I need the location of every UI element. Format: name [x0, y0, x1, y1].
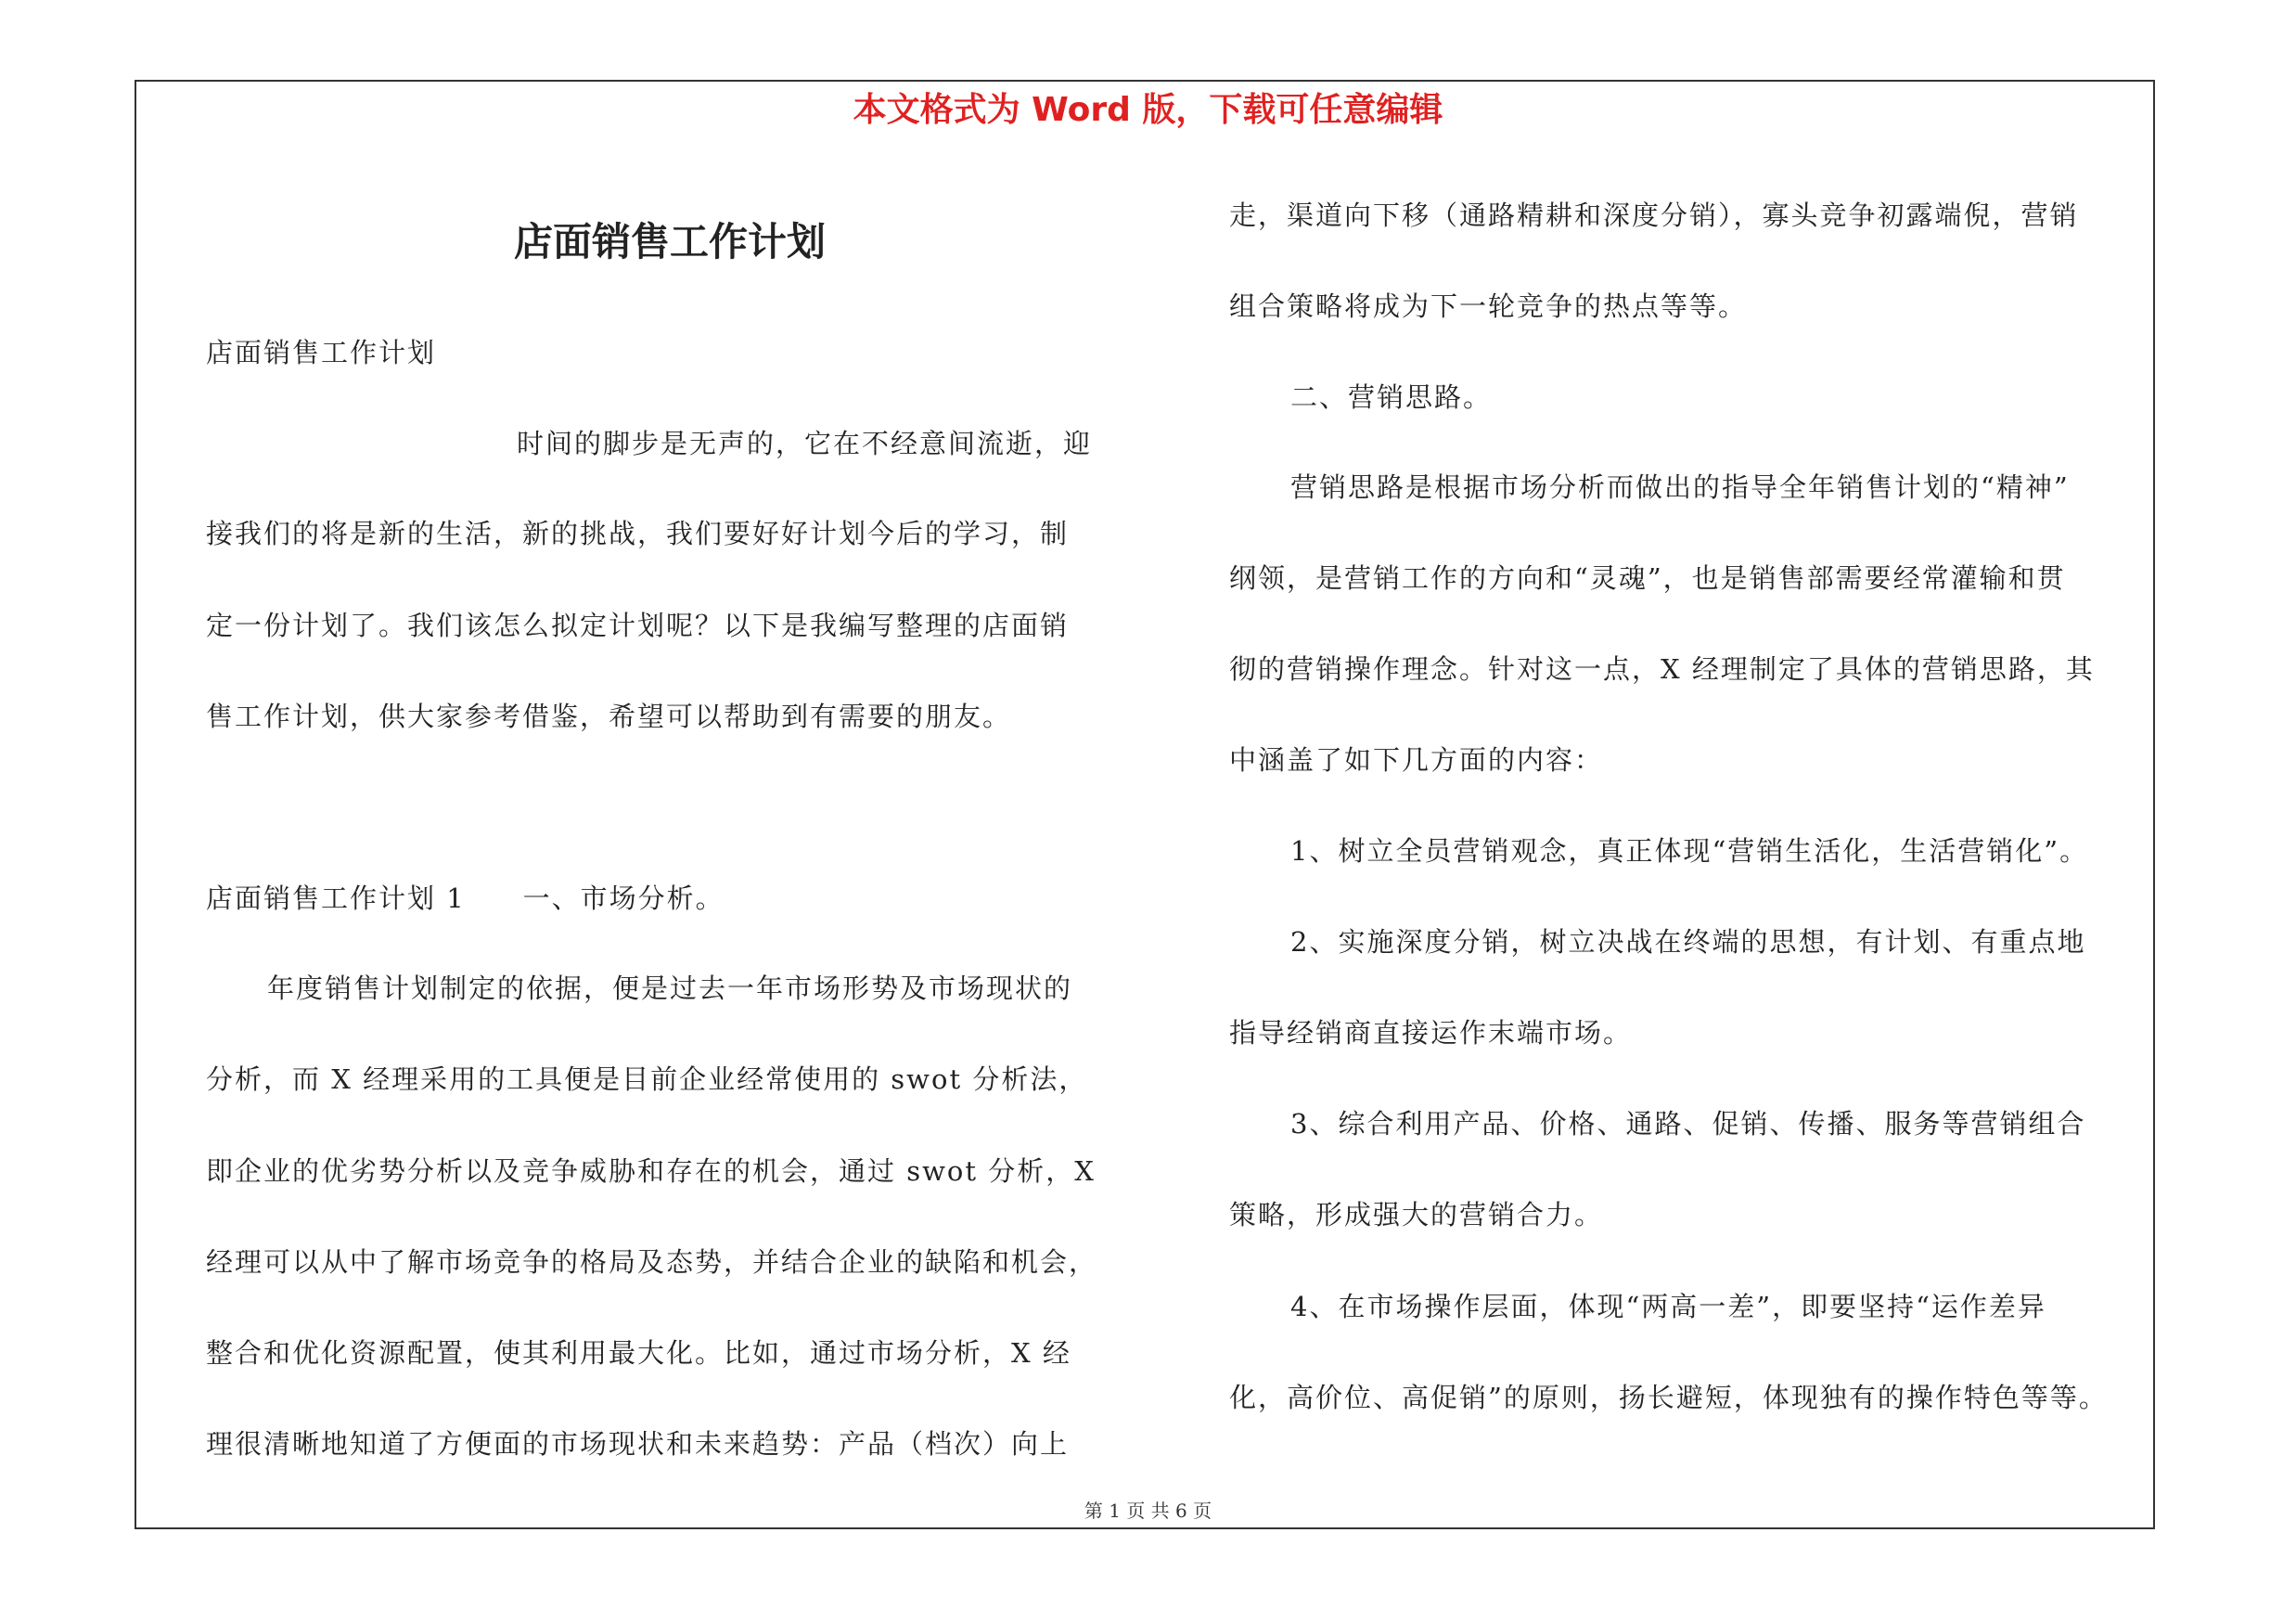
body-line: 营销思路是根据市场分析而做出的指导全年销售计划的“精神” — [1290, 471, 2070, 503]
subtitle-line: 店面销售工作计划 — [206, 337, 437, 368]
list-item: 4、在市场操作层面，体现“两高一差”，即要坚持“运作差异 — [1290, 1291, 2046, 1322]
banner-notice: 本文格式为 Word 版，下载可任意编辑 — [853, 91, 1443, 129]
body-line: 走，渠道向下移（通路精耕和深度分销），寡头竞争初露端倪，营销 — [1229, 200, 2079, 231]
body-line: 整合和优化资源配置，使其利用最大化。比如，通过市场分析，X 经 — [206, 1337, 1071, 1369]
document-title: 店面销售工作计划 — [513, 219, 826, 264]
body-line: 售工作计划，供大家参考借鉴，希望可以帮助到有需要的朋友。 — [206, 701, 1012, 732]
body-line: 指导经销商直接运作末端市场。 — [1229, 1017, 1633, 1049]
body-line: 化，高价位、高促销”的原则，扬长避短，体现独有的操作特色等等。 — [1229, 1382, 2108, 1413]
page-number: 第 1 页 共 6 页 — [1084, 1500, 1212, 1522]
body-line: 组合策略将成为下一轮竞争的热点等等。 — [1229, 290, 1748, 322]
body-line: 接我们的将是新的生活，新的挑战，我们要好好计划今后的学习，制 — [206, 518, 1070, 549]
body-line: 中涵盖了如下几方面的内容： — [1229, 744, 1604, 776]
body-line: 纲领，是营销工作的方向和“灵魂”，也是销售部需要经常灌输和贯 — [1229, 562, 2066, 594]
body-line: 彻的营销操作理念。针对这一点，X 经理制定了具体的营销思路，其 — [1229, 653, 2095, 685]
body-line: 年度销售计划制定的依据，便是过去一年市场形势及市场现状的 — [267, 973, 1073, 1004]
list-item: 3、综合利用产品、价格、通路、促销、传播、服务等营销组合 — [1290, 1108, 2086, 1140]
list-item: 2、实施深度分销，树立决战在终端的思想，有计划、有重点地 — [1290, 926, 2086, 958]
body-line: 理很清晰地知道了方便面的市场现状和未来趋势：产品（档次）向上 — [206, 1428, 1070, 1460]
body-line: 时间的脚步是无声的，它在不经意间流逝，迎 — [517, 428, 1093, 459]
list-item: 1、树立全员营销观念，真正体现“营销生活化，生活营销化”。 — [1290, 835, 2089, 867]
body-line: 经理可以从中了解市场竞争的格局及态势，并结合企业的缺陷和机会， — [206, 1246, 1098, 1278]
section-heading: 店面销售工作计划 1 一、市场分析。 — [206, 882, 725, 914]
body-line: 定一份计划了。我们该怎么拟定计划呢？以下是我编写整理的店面销 — [206, 610, 1070, 641]
body-line: 即企业的优劣势分析以及竞争威胁和存在的机会，通过 swot 分析，X — [206, 1155, 1096, 1187]
body-line: 策略，形成强大的营销合力。 — [1229, 1199, 1604, 1230]
body-line: 分析，而 X 经理采用的工具便是目前企业经常使用的 swot 分析法， — [206, 1063, 1088, 1095]
section-heading: 二、营销思路。 — [1290, 381, 1493, 413]
